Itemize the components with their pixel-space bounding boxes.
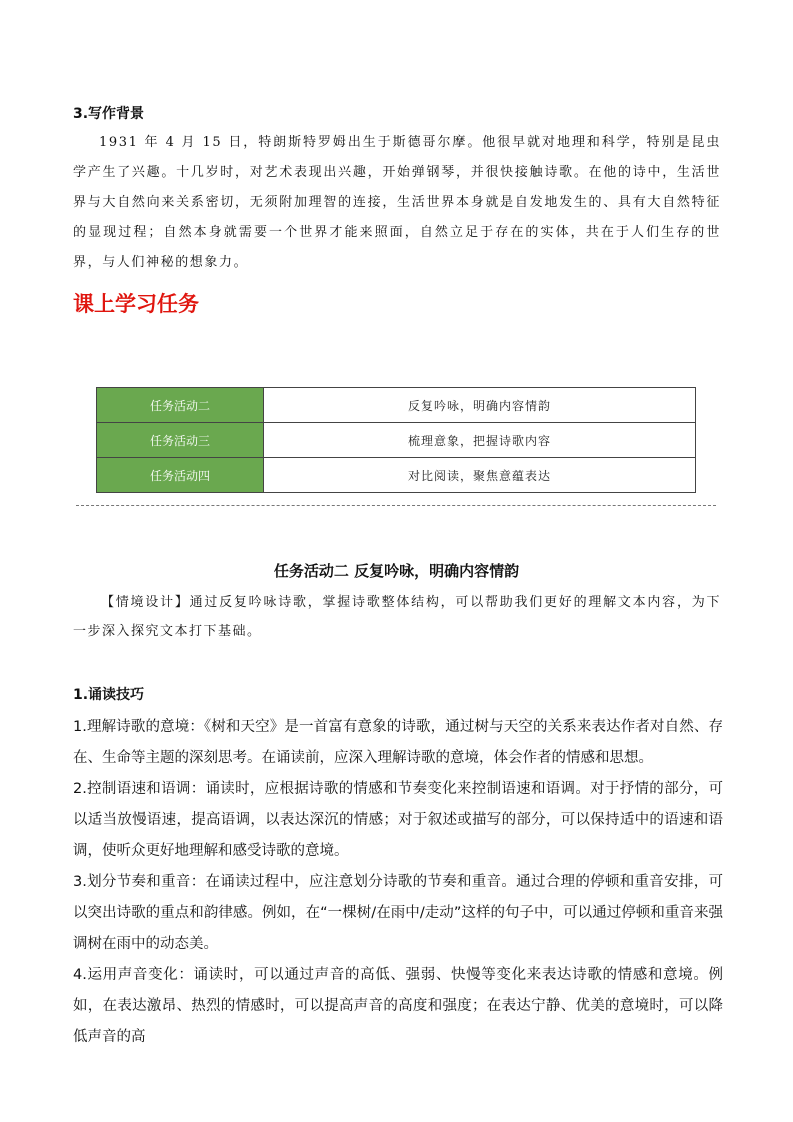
- scene-design-paragraph: 【情境设计】通过反复吟咏诗歌，掌握诗歌整体结构，可以帮助我们更好的理解文本内容，为下一步深入探究文本打下基础。: [73, 595, 721, 639]
- reading-skills-heading: 1.诵读技巧: [73, 687, 145, 703]
- task-desc-cell: 对比阅读，聚焦意蕴表达: [264, 458, 696, 493]
- task-row: [97, 388, 696, 423]
- task-desc-cell: 梳理意象，把握诗歌内容: [264, 423, 696, 458]
- background-heading: 3.写作背景: [73, 106, 145, 122]
- reading-skill-item: 4.运用声音变化：诵读时，可以通过声音的高低、强弱、快慢等变化来表达诗歌的情感和意境。例如，在表达激昂、热烈的情感时，可以提高声音的高度和强度；在表达宁静、优美的意境时，可以降低声音的高: [73, 967, 723, 1045]
- reading-skills-list: [73, 712, 723, 1053]
- dashed-divider: [76, 505, 716, 506]
- reading-skill-item: 1.理解诗歌的意境：《树和天空》是一首富有意象的诗歌，通过树与天空的关系来表达作者对自然、存在、生命等主题的深刻思考。在诵读前，应深入理解诗歌的意境，体会作者的情感和思想。: [73, 719, 723, 766]
- reading-skill-item: 3.划分节奏和重音：在诵读过程中，应注意划分诗歌的节奏和重音。通过合理的停顿和重音安排，可以突出诗歌的重点和韵律感。例如，在“一棵树/在雨中/走动”这样的句子中，可以通过停顿和重音来强调树在雨中的动态美。: [73, 874, 723, 952]
- background-paragraph: 1931 年 4 月 15 日，特朗斯特罗姆出生于斯德哥尔摩。他很早就对地理和科学，特别是昆虫学产生了兴趣。十几岁时，对艺术表现出兴趣，开始弹钢琴，并很快接触诗歌。在他的诗中，生活世界与大自然向来关系密切，无须附加理智的连接，生活世界本身就是自发地发生的、具有大自然特征的显现过程；自然本身就需要一个世界才能来照面，自然立足于存在的实体，共在于人们生存的世界，与人们神秘的想象力。: [73, 135, 721, 270]
- task-name-cell: 任务活动三: [97, 423, 264, 458]
- task-desc-cell: 反复吟咏，明确内容情韵: [264, 388, 696, 423]
- task-name-cell: 任务活动二: [97, 388, 264, 423]
- reading-skill-item: 2.控制语速和语调：诵读时，应根据诗歌的情感和节奏变化来控制语速和语调。对于抒情的部分，可以适当放慢语速，提高语调，以表达深沉的情感；对于叙述或描写的部分，可以保持适中的语速和语调，使听众更好地理解和感受诗歌的意境。: [73, 781, 723, 859]
- task-table: [96, 387, 696, 493]
- task-row: [97, 458, 696, 493]
- task-name-cell: 任务活动四: [97, 458, 264, 493]
- activity-title: 任务活动二 反复吟咏，明确内容情韵: [273, 562, 520, 580]
- task-row: [97, 423, 696, 458]
- section-title: 课上学习任务: [73, 292, 199, 316]
